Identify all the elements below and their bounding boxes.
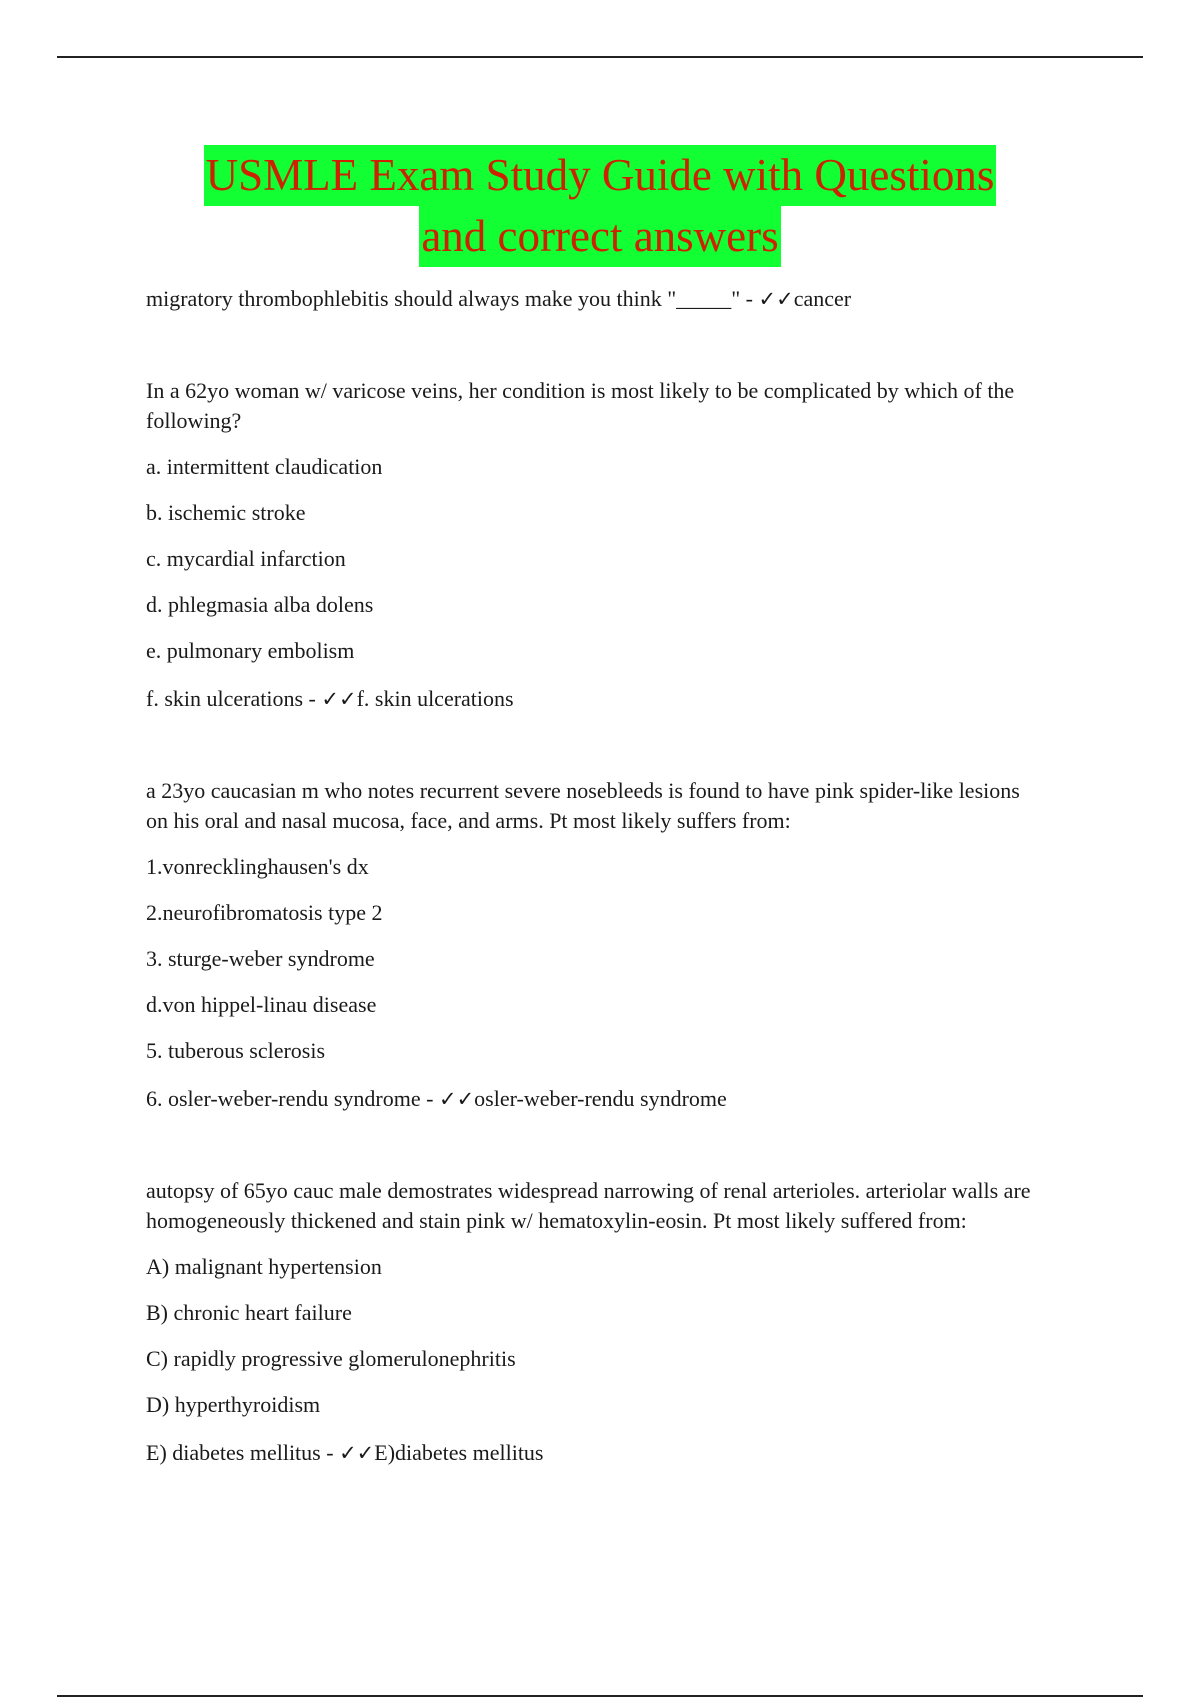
option-e: e. pulmonary embolism [146, 638, 355, 663]
question-text: a 23yo caucasian m who notes recurrent severe nosebleeds is found to have pink spider-like lesions on his oral and nasal mucosa, face, and arms. Pt most likely suffers from: [146, 778, 1020, 833]
double-check-icon: ✓✓ [321, 687, 357, 711]
option-3: 3. sturge-weber syndrome [146, 946, 375, 971]
option-4: d.von hippel-linau disease [146, 992, 377, 1017]
question-stem: migratory thrombophlebitis should always make you think "_____" - [146, 286, 753, 311]
title-line-2: and correct answers [419, 206, 780, 267]
double-check-icon: ✓✓ [758, 287, 794, 311]
answer-text: cancer [793, 286, 852, 311]
answer-text: f. skin ulcerations [356, 686, 514, 711]
option-d: D) hyperthyroidism [146, 1392, 321, 1417]
bottom-rule [57, 1695, 1143, 1697]
option-b: b. ischemic stroke [146, 500, 306, 525]
answer-text: osler-weber-rendu syndrome [474, 1086, 727, 1111]
question-3 [146, 776, 1046, 1114]
option-f-with-answer [146, 684, 1046, 714]
answer-text: E)diabetes mellitus [374, 1440, 544, 1465]
double-check-icon: ✓✓ [438, 1087, 475, 1111]
question-4 [146, 1176, 1046, 1468]
double-check-icon: ✓✓ [339, 1441, 375, 1465]
option-b: B) chronic heart failure [146, 1300, 352, 1325]
option-1: 1.vonrecklinghausen's dx [146, 854, 369, 879]
title-line-1: USMLE Exam Study Guide with Questions [204, 145, 997, 206]
option-a: A) malignant hypertension [146, 1254, 382, 1279]
option-c: C) rapidly progressive glomerulonephritis [146, 1346, 516, 1371]
question-text: autopsy of 65yo cauc male demostrates widespread narrowing of renal arterioles. arteriolar walls are homogeneously thickened and stain pink w/ hematoxylin-eosin. Pt most likely suffered from: [146, 1178, 1031, 1233]
last-option: f. skin ulcerations - [146, 686, 316, 711]
option-a: a. intermittent claudication [146, 454, 383, 479]
question-list [146, 284, 1046, 1468]
document-title [100, 145, 1100, 267]
option-2: 2.neurofibromatosis type 2 [146, 900, 383, 925]
top-rule [57, 56, 1143, 58]
question-text [146, 284, 1046, 314]
option-5: 5. tuberous sclerosis [146, 1038, 326, 1063]
option-6-with-answer [146, 1084, 1046, 1114]
question-2 [146, 376, 1046, 714]
question-1 [146, 284, 1046, 314]
option-e-with-answer [146, 1438, 1046, 1468]
question-text: In a 62yo woman w/ varicose veins, her condition is most likely to be complicated by which of the following? [146, 378, 1015, 433]
last-option: E) diabetes mellitus - [146, 1440, 334, 1465]
option-c: c. mycardial infarction [146, 546, 346, 571]
last-option: 6. osler-weber-rendu syndrome - [146, 1086, 434, 1111]
option-d: d. phlegmasia alba dolens [146, 592, 374, 617]
